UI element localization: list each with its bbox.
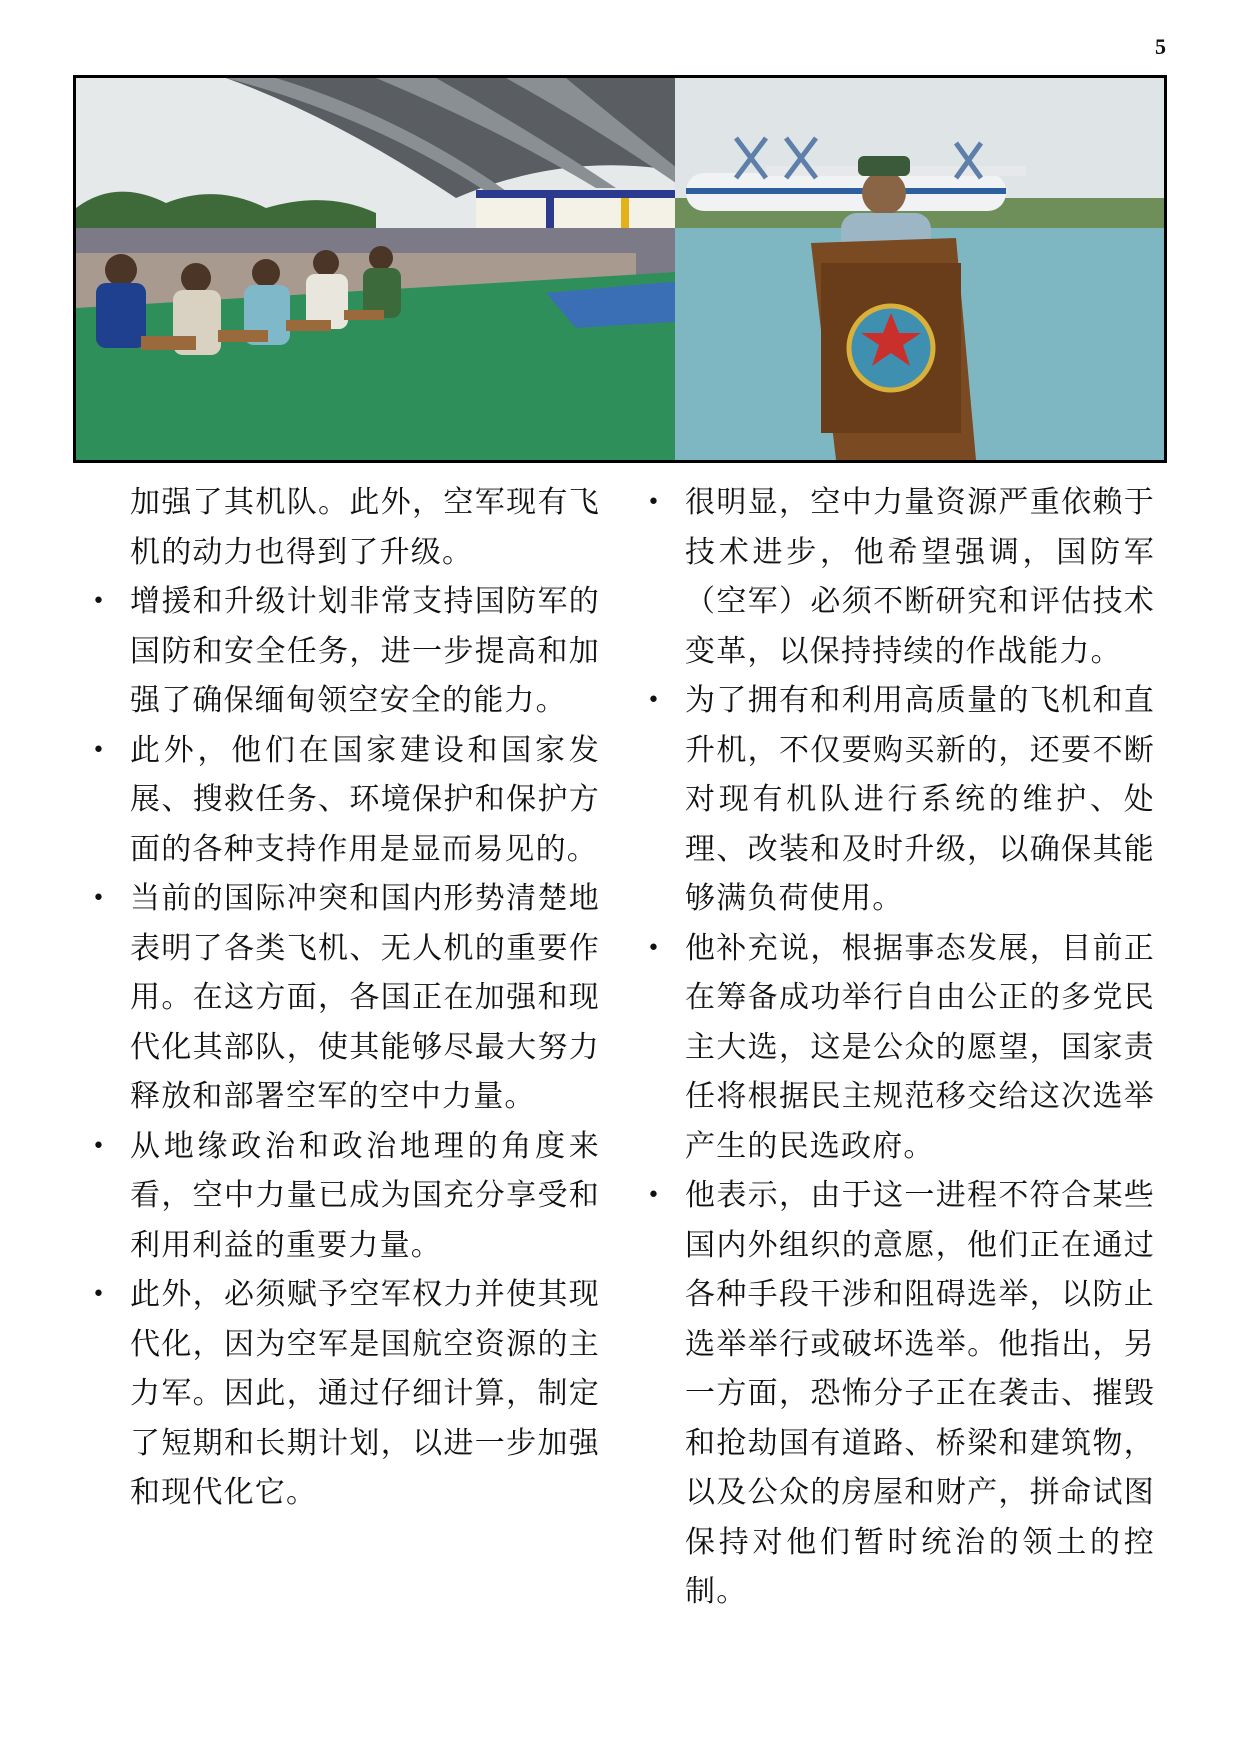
bullet-icon: • [647,1183,662,1208]
photo-collage [76,78,1164,460]
article-body [90,478,1160,1708]
bullet-paragraph [645,1171,1155,1617]
bullet-paragraph [645,478,1155,676]
paragraph-text: 很明显，空中力量资源严重依赖于技术进步，他希望强调，国防军（空军）必须不断研究和评估技术变革，以保持持续的作战能力。 [685,485,1155,669]
paragraph-text: 从地缘政治和政治地理的角度来看，空中力量已成为国充分享受和利用利益的重要力量。 [130,1128,600,1263]
page-number: 5 [1155,34,1166,59]
paragraph-text: 增援和升级计划非常支持国防军的国防和安全任务，进一步提高和加强了确保缅甸领空安全的能力。 [130,584,600,718]
bullet-paragraph [90,577,600,726]
left-column [90,478,600,1518]
paragraph-text: 此外，他们在国家建设和国家发展、搜救任务、环境保护和保护方面的各种支持作用是显而易见的。 [130,732,600,867]
bullet-paragraph [90,1270,600,1518]
right-column [645,478,1155,1617]
paragraph-text: 为了拥有和利用高质量的飞机和直升机，不仅要购买新的，还要不断对现有机队进行系统的维护、处理、改装和及时升级，以确保其能够满负荷使用。 [685,683,1155,916]
photo-banner [73,75,1167,463]
bullet-paragraph [645,676,1155,924]
paragraph-text: 此外，必须赋予空军权力并使其现代化，因为空军是国航空资源的主力军。因此，通过仔细计算，制定了短期和长期计划，以进一步加强和现代化它。 [130,1277,600,1510]
bullet-icon: • [92,1133,107,1159]
bullet-paragraph [90,874,600,1122]
paragraph-continued [90,478,600,577]
paragraph-text: 他表示，由于这一进程不符合某些国内外组织的意愿，他们正在通过各种手段干涉和阻碍选举，以防止选举举行或破坏选举。他指出，另一方面，恐怖分子正在袭击、摧毁和抢劫国有道路、桥梁和建筑物，以及公众的房屋和财产，拼命试图保持对他们暂时统治的领土的控制。 [685,1178,1155,1609]
bullet-paragraph [645,924,1155,1172]
paragraph-text: 加强了其机队。此外，空军现有飞机的动力也得到了升级。 [130,485,600,570]
bullet-icon: • [92,1282,107,1307]
bullet-paragraph [90,1122,600,1271]
bullet-paragraph [90,726,600,875]
bullet-icon: • [647,935,662,961]
paragraph-text: 他补充说，根据事态发展，目前正在筹备成功举行自由公正的多党民主大选，这是公众的愿望，国家责任将根据民主规范移交给这次选举产生的民选政府。 [685,930,1155,1164]
bullet-icon: • [92,737,107,763]
speaker-photo [675,78,1164,460]
audience-photo [76,78,744,460]
bullet-icon: • [92,589,107,614]
paragraph-text: 当前的国际冲突和国内形势清楚地表明了各类飞机、无人机的重要作用。在这方面，各国正在加强和现代化其部队，使其能够尽最大努力释放和部署空军的空中力量。 [130,881,600,1114]
bullet-icon: • [647,688,662,713]
bullet-icon: • [647,490,662,515]
bullet-icon: • [92,886,107,911]
